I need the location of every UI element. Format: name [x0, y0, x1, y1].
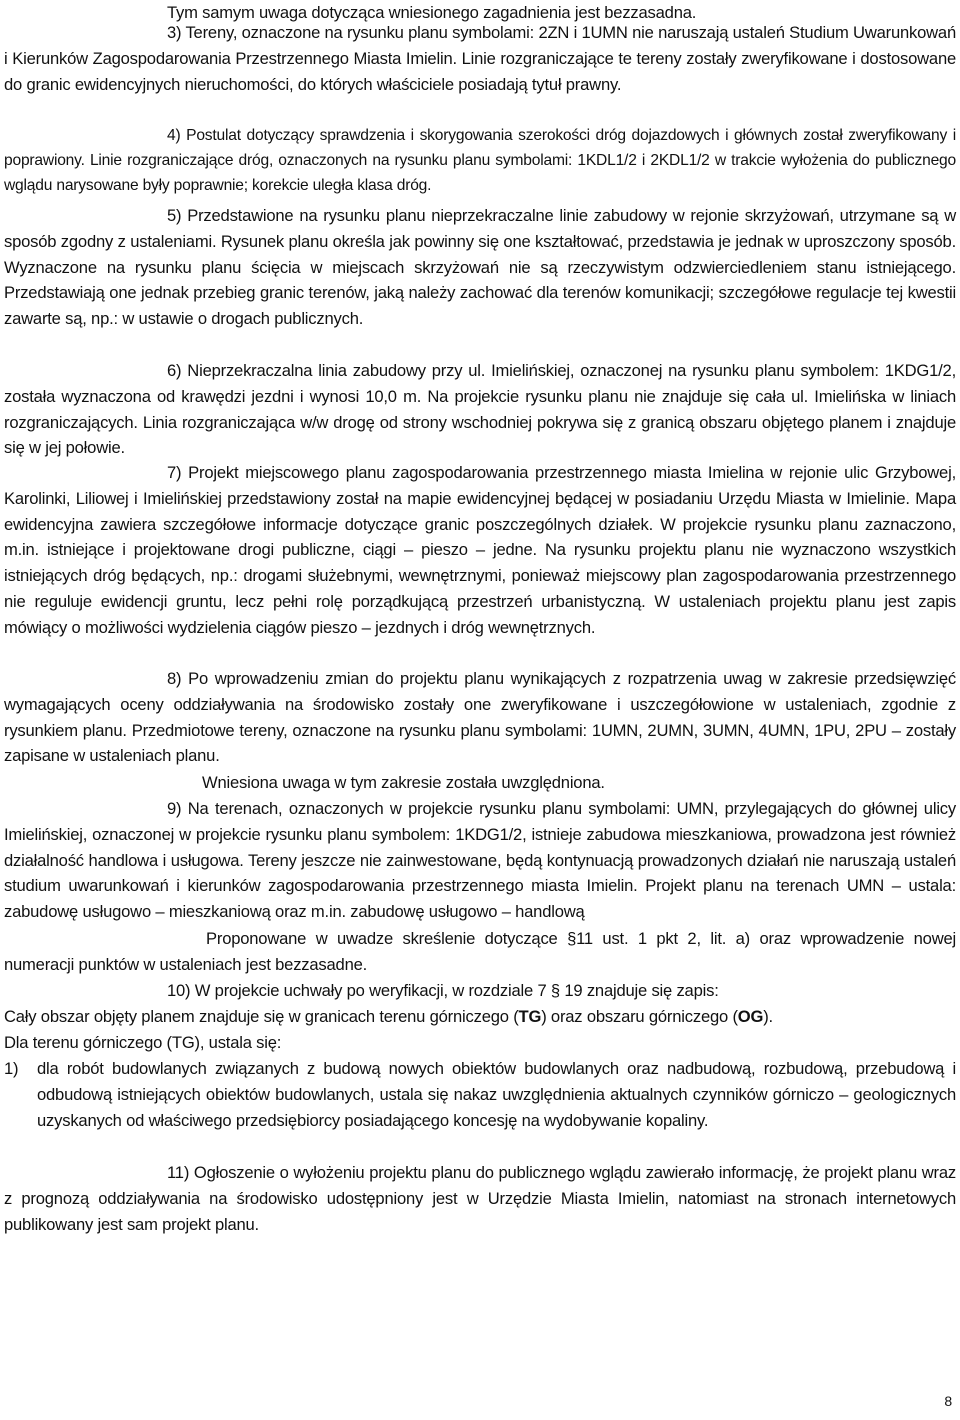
paragraph-9-conclusion: Proponowane w uwadze skreślenie dotyczące §11 ust. 1 pkt 2, lit. a) oraz wprowadzenie nowej numeracji punktów w ustaleniach jest bezzasadne. [4, 929, 956, 974]
tg-abbrev: TG [518, 1007, 542, 1026]
paragraph-4: 4) Postulat dotyczący sprawdzenia i skorygowania szerokości dróg dojazdowych i głównych został zweryfikowany i poprawiony. Linie rozgraniczające dróg, oznaczonych na rysunku planu symbolami: 1KDL1/2 i 2KDL1/2 w trakcie wyłożenia do publicznego wglądu narysowane były poprawnie; korekcie uległa klasa dróg. [4, 127, 956, 194]
scope-text-after: ). [763, 1007, 773, 1026]
paragraph-10-tg-heading: Dla terenu górniczego (TG), ustala się: [4, 1033, 282, 1052]
paragraph-conclusion: Tym samym uwaga dotycząca wniesionego zagadnienia jest bezzasadna. [167, 3, 697, 22]
list-item-1 [4, 1056, 956, 1134]
paragraph-10-scope [4, 1004, 956, 1030]
paragraph-11: 11) Ogłoszenie o wyłożeniu projektu planu do publicznego wglądu zawierało informację, że projekt planu wraz z prognozą oddziaływania na środowisko udostępniony jest w Urzędzie Miasta Imielin, natomiast na stronach internetowych publikowany jest sam projekt planu. [4, 1163, 956, 1234]
og-abbrev: OG [737, 1007, 764, 1026]
list-item-text: dla robót budowlanych związanych z budową nowych obiektów budowlanych oraz nadbudową, rozbudową, przebudową i odbudową istniejących obiektów budowlanych, ustala się nakaz uwzględnienia aktualnych czynników górniczo – geologicznych uzyskanych od właściwego przedsiębiorcy posiadającego koncesję na wydobywanie kopaliny. [37, 1059, 956, 1130]
paragraph-6: 6) Nieprzekraczalna linia zabudowy przy ul. Imielińskiej, oznaczonej na rysunku planu symbolem: 1KDG1/2, została wyznaczona od krawędzi jezdni i wynosi 10,0 m. Na projekcie rysunku planu nie znajduje się cała ul. Imielińska w liniach rozgraniczających. Linia rozgraniczająca w/w drogę od strony wschodniej pokrywa się z granicą obszaru objętego planem i znajduje się w jej połowie. [4, 361, 956, 458]
list-number: 1) [4, 1059, 19, 1078]
paragraph-5: 5) Przedstawione na rysunku planu nieprzekraczalne linie zabudowy w rejonie skrzyżowań, utrzymane są w sposób zgodny z ustaleniami. Rysunek planu określa jak powinny się one kształtować, przedstawia je jednak w uproszczony sposób. Wyznaczone na rysunku planu ścięcia w miejscach skrzyżowań nie są rzeczywistym odzwierciedleniem stanu istniejącego. Przedstawiają one jednak przebieg granic terenów, jaką należy zachować dla terenów komunikacji; szczegółowe regulacje tej kwestii zawarte są, np.: w ustawie o drogach publicznych. [4, 206, 956, 329]
paragraph-9: 9) Na terenach, oznaczonych w projekcie rysunku planu symbolami: UMN, przylegających do głównej ulicy Imielińskiej, oznaczonej w projekcie rysunku planu symbolem: 1KDG1/2, istnieje zabudowa mieszkaniowa, prowadzona jest również działalność handlowa i usługowa. Tereny jeszcze nie zainwestowane, będą kontynuacją prowadzonych działań nie naruszają ustaleń studium uwarunkowań i kierunków zagospodarowania przestrzennego miasta Imielin. Projekt planu na terenach UMN – ustala: zabudowę usługowo – mieszkaniową oraz m.in. zabudowę usługowo – handlową [4, 799, 956, 922]
page-number: 8 [944, 1393, 952, 1409]
paragraph-8-conclusion: Wniesiona uwaga w tym zakresie została uwzględniona. [202, 773, 605, 792]
paragraph-10: 10) W projekcie uchwały po weryfikacji, w rozdziale 7 § 19 znajduje się zapis: [167, 981, 719, 1000]
scope-text-before: Cały obszar objęty planem znajduje się w granicach terenu górniczego ( [4, 1007, 519, 1026]
paragraph-8: 8) Po wprowadzeniu zmian do projektu planu wynikających z rozpatrzenia uwag w zakresie przedsięwzięć wymagających oceny oddziaływania na środowisko zostały one zweryfikowane i uszczegółowione w ustaleniach, zgodnie z rysunkiem planu. Przedmiotowe tereny, oznaczone na rysunku planu symbolami: 1UMN, 2UMN, 3UMN, 4UMN, 1PU, 2PU – zostały zapisane w ustaleniach planu. [4, 669, 956, 766]
paragraph-7: 7) Projekt miejscowego planu zagospodarowania przestrzennego miasta Imielina w rejonie ulic Grzybowej, Karolinki, Liliowej i Imielińskiej przedstawiony został na mapie ewidencyjnej będącej w posiadaniu Urzędu Miasta w Imielinie. Mapa ewidencyjna zawiera szczegółowe informacje dotyczące granic poszczególnych działek. W projekcie rysunku planu zaznaczono, m.in. istniejące i projektowane drogi publiczne, ciągi – pieszo – jedne. Na rysunku projektu planu nie wyznaczono wszystkich istniejących dróg będących, np.: drogami służebnymi, wewnętrznymi, ponieważ miejscowy plan zagospodarowania przestrzennego nie reguluje ewidencji gruntu, lecz pełni rolę porządkującą przestrzeń urbanistyczną. W ustaleniach projektu planu jest zapis mówiący o możliwości wydzielenia ciągów pieszo – jezdnych i dróg wewnętrznych. [4, 463, 956, 637]
scope-text-middle: ) oraz obszaru górniczego ( [541, 1007, 738, 1026]
paragraph-3: 3) Tereny, oznaczone na rysunku planu symbolami: 2ZN i 1UMN nie naruszają ustaleń Studium Uwarunkowań i Kierunków Zagospodarowania Przestrzennego Miasta Imielin. Linie rozgraniczające te tereny zostały zweryfikowane i dostosowane do granic ewidencyjnych nieruchomości, do których właściciele posiadają tytuł prawny. [4, 23, 956, 94]
